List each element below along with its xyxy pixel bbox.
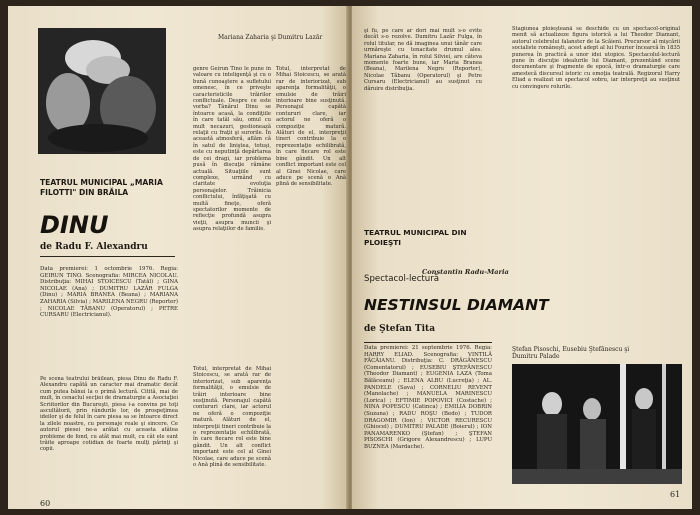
photo-caption-right: Ştefan Pisoschi, Eusebiu Ştefănescu şi Dumitru Palade [512,346,630,360]
play-title-dinu: DINU [40,211,109,239]
photo-figures-right [512,364,682,484]
divider-left [40,256,175,257]
left-column-3: Totul, interpretat de Mihai Stoicescu, se arată rar de interiorizat, sub aparenţa formalităţii, o emulsie de trăiri interioare bine susţinută. Personajul capătă contururi clare, iar actorul ne oferă o compoziţie matură. Alături de el, interpreţii tineri contribuie la o reprezentaţie echilibrată, în care fiecare rol este bine gândit. Un alt conflict important este cel al Ginei Nicolae, care aduce pe scenă o Ană plină de sensibilitate. [193,366,271,469]
stage-photo-left [38,28,166,154]
right-column-1: şi fu, pe care ar dori mai mult s-o evite decât s-o rezolve. Dumitru Lazăr Fulga, în rolul titular, ne dă imaginea unui tânăr care urmăreşte cu tenacitate drumul ales. Mariana Zaharia, în rolul Silviei, are câteva momente foarte bune, iar Maria Branea (Beana), Marilena Negru (Reporter), Nicolae Tăbanu (Operatorul) şi Petre Cursaru (Electricianul) au susţinut cu dăruire distribuţia. [364,28,482,92]
page-number-left: 60 [40,499,51,508]
reviewer-name: Constantin Radu-Maria [422,268,509,276]
left-column-4: Totul, interpretat de Mihai Stoicescu, se arată rar de interiorizat, sub aparenţa formalităţii, o emulsie de trăiri interioare bine susţinută. Personajul capătă contururi clare, iar actorul ne oferă o compoziţie matură. Alături de el, interpreţii tineri contribuie la o reprezentaţie echilibrată, în care fiecare rol este bine gândit. Un alt conflict important este cel al Ginei Nicolae, care aduce pe scenă o Ană plină de sensibilitate. [276,66,346,188]
right-column-2: Stagiunea ploieşteană se deschide cu un spectacol-original menit să actualizeze figura istorică a lui Theodor Diamant, autorul celebrului falanster de la Scăieni. Precursor al mişcării socialiste româneşti, acest adept al lui Fourier încearcă în 1835 punerea în practică a unor idei utopice. Spectacolul-lectură pune în discuţie idealurile lui Diamant, prezentând scene documentare şi fragmente de epocă, într-o dramaturgie care amestecă discursul istoric cu emoţia teatrală. Regizorul Harry Eliad a realizat un spectacol sobru, iar interpreţii au susţinut cu convingere rolurile. [512,26,680,90]
stage-photo-right [512,364,682,484]
left-column-1: Pe scena teatrului brăilean, piesa Dinu de Radu F. Alexandru capătă un caracter mai dramatic decât cum putea bănui la o primă lectură. Citită, mai de mult, în cenaclul secţiei de dramaturgie a Asociaţiei Scriitorilor din Bucureşti, piesa i-a convins pe toţi ascultătorii, prin rândurile lor, de prospeţimea ideilor şi de felul în care piesa sa se întoarce direct la zilele noastre, cu personaje reale şi sincere. Ce autorul piesei ne-a arătat cu aceasta atâtea probleme de fond, cu atât mai mult, cu cât ele sunt trăite aproape cotidian de foarte mulţi părinţi şi copii. [40,376,178,453]
left-page [8,6,348,509]
theatre-heading-left: TEATRUL MUNICIPAL „MARIA FILOTTI" DIN BRĂILA [40,178,163,197]
author-right: de Ştefan Tita [364,324,436,334]
photo-figures [38,28,166,154]
right-page [352,6,692,509]
page-number-right: 61 [670,490,681,499]
play-title-nestinsul: NESTINSUL DIAMANT [364,296,549,314]
photo-caption-left: Mariana Zaharia şi Dumitru Lazăr [218,34,323,41]
credits-left: Data premierei: 1 octombrie 1976. Regia: GEIRUN TINO. Scenografia: MIRCEA NICOLAU. Distribuţia: MIHAI STOICESCU (Tatăl) ; GINA NICOLAE (Ana) ; DUMITRU LAZĂR FULGA (Dinu) ; MARIA BRANEA (Beana) ; MARIANA ZAHARIA (Silvia) ; MARILENA NEGRU (Reporter) ; NICOLAE TĂBANU (Operatorul) ; PETRE CURSARU (Electricianul). [40,266,178,319]
theatre-heading-right: TEATRUL MUNICIPAL DIN PLOIEŞTI [364,228,467,247]
left-column-2: genre Geirun Tino le pune în valoare cu inteligenţă şi cu o bună cunoaştere a sufletului omenesc, în ce priveşte caracteristicile trăirilor conflictuale. Despre ce este vorba? Tânărul Dinu se întoarce acasă, la condiţiile în care tatăl său, omul cu mult necazuri, gestionează relaţii cu fraţii şi surorile. În această atmosferă, aflăm că în satul de liniştea, totuşi, este cu neputinţă depărtarea de cei dragi, iar problema pusă în discuţie rămâne actuală. Situaţiile sunt complexe, urmând cu claritate evoluţia personajelor. Trăinicia conflictului, înfăţişată cu multă fineţe, oferă spectatorilor momente de reflecţie profundă asupra vieţii, asupra muncii şi asupra relaţiilor de familie. [193,66,271,233]
subtitle-right: Spectacol-lectură [364,274,440,284]
author-left: de Radu F. Alexandru [40,242,148,252]
credits-right: Data premierei: 21 septembrie 1976. Regia: HARRY ELIAD. Scenografia: VINTILĂ FĂCĂIANU. Distribuţia: C. DRĂGĂNESCU (Comentatorul) ; EUSEBIU ŞTEFĂNESCU (Theodor Diamant) ; EUGENIA LAZA (Toma Bălăceanu) ; ELENA ALBU (Lucreţia) ; AL. PANDELE (Sava) ; CORNELIU REVENT (Manolache) ; MANUELA MARINESCU (Lorica) ; EFTIMIE POPOVICI (Costache) ; NINA POPESCU (Catinca) ; EMILIA DOBRIN (Suzana) ; RADU ROŞU (Bedo) ; TUDOR DRAGOMIR (Ion) ; VICTOR RECURESCU (Ghiocel) ; DUMITRU PALADE (Boierul) ; ION PANAMARENKO (Ştefan) ; ŞTEFAN PISOSCHI (Grigore Alexandrescu) ; LUPU BUZNEA (Mardache). [364,342,492,505]
